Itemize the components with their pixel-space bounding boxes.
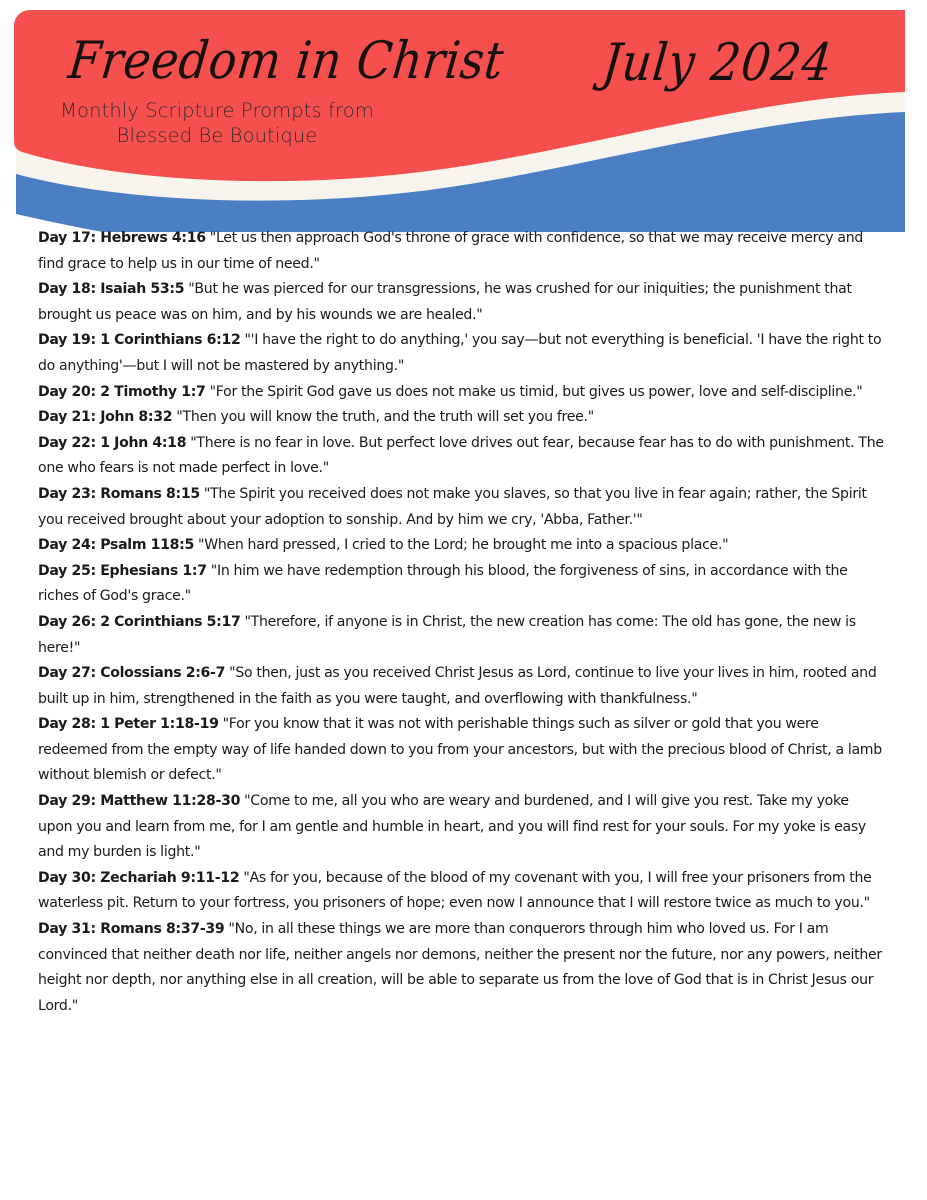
scripture-entry — [38, 380, 886, 406]
scripture-reference: Day 31: Romans 8:37-39 — [38, 921, 225, 938]
scripture-verse-text: "Come to me, all you who are weary and burdened, and I will give you rest. Take my yoke upon you and learn from me, for I am gentle and humble in heart, and you will find rest for your souls. For my yoke is easy and my burden is light." — [38, 793, 866, 861]
scripture-reference: Day 23: Romans 8:15 — [38, 485, 200, 502]
scripture-verse-text: "There is no fear in love. But perfect love drives out fear, because fear has to do with punishment. The one who fears is not made perfect in love." — [38, 434, 884, 477]
scripture-entry — [38, 559, 886, 610]
scripture-reference: Day 22: 1 John 4:18 — [38, 434, 187, 451]
scripture-reference: Day 20: 2 Timothy 1:7 — [38, 383, 206, 400]
scripture-verse-text: "But he was pierced for our transgressions, he was crushed for our iniquities; the punishment that brought us peace was on him, and by his wounds we are healed." — [38, 281, 852, 323]
scripture-reference: Day 28: 1 Peter 1:18-19 — [38, 716, 219, 733]
scripture-reference: Day 17: Hebrews 4:16 — [38, 230, 206, 246]
scripture-entry — [38, 533, 886, 559]
scripture-entry — [38, 610, 886, 661]
scripture-entry — [38, 482, 886, 533]
scripture-verse-text: "Then you will know the truth, and the truth will set you free." — [176, 409, 594, 426]
scripture-entry-list — [38, 226, 886, 1019]
scripture-reference: Day 27: Colossians 2:6-7 — [38, 665, 226, 682]
scripture-entry — [38, 226, 886, 277]
scripture-verse-text: "'I have the right to do anything,' you say—but not everything is beneficial. 'I have the right to do anything'—but I will not be mastered by anything." — [38, 332, 882, 374]
scripture-verse-text: "So then, just as you received Christ Jesus as Lord, continue to live your lives in him, rooted and built up in him, strengthened in the faith as you were taught, and overflowing with thankfulness." — [38, 665, 877, 707]
scripture-entry — [38, 431, 886, 482]
scripture-reference: Day 21: John 8:32 — [38, 409, 173, 426]
scripture-reference: Day 24: Psalm 118:5 — [38, 537, 194, 554]
scripture-verse-text: "The Spirit you received does not make you slaves, so that you live in fear again; rather, the Spirit you received brought about your adoption to sonship. And by him we cry, 'Abba, Father.'" — [38, 485, 867, 528]
scripture-entry — [38, 661, 886, 712]
issue-date: July 2024 — [599, 32, 835, 93]
scripture-reference: Day 25: Ephesians 1:7 — [38, 562, 207, 579]
scripture-reference: Day 26: 2 Corinthians 5:17 — [38, 613, 241, 630]
scripture-reference: Day 29: Matthew 11:28-30 — [38, 793, 241, 810]
scripture-reference: Day 30: Zechariah 9:11-12 — [38, 869, 240, 886]
scripture-verse-text: "In him we have redemption through his blood, the forgiveness of sins, in accordance with the riches of God's grace." — [38, 562, 848, 605]
header-banner — [0, 0, 927, 232]
scripture-entry — [38, 789, 886, 866]
scripture-entry — [38, 917, 886, 1019]
scripture-entry — [38, 866, 886, 917]
scripture-entry — [38, 277, 886, 328]
scripture-verse-text: "When hard pressed, I cried to the Lord; he brought me into a spacious place." — [198, 537, 729, 554]
scripture-reference: Day 19: 1 Corinthians 6:12 — [38, 332, 241, 349]
scripture-entry — [38, 405, 886, 431]
banner-subtitle-line-1: Monthly Scripture Prompts from — [60, 99, 374, 122]
publication-title: Freedom in Christ — [65, 30, 507, 91]
scripture-entry — [38, 328, 886, 379]
scripture-verse-text: "Let us then approach God's throne of grace with confidence, so that we may receive mercy and find grace to help us in our time of need." — [38, 230, 864, 272]
scripture-entry — [38, 712, 886, 789]
banner-wave-graphic — [0, 0, 927, 232]
scripture-verse-text: "For you know that it was not with perishable things such as silver or gold that you were redeemed from the empty way of life handed down to you from your ancestors, but with the precious blood of Christ, a lamb without blemish or defect." — [38, 716, 882, 784]
banner-subtitle-line-2: Blessed Be Boutique — [116, 124, 318, 147]
scripture-verse-text: "For the Spirit God gave us does not make us timid, but gives us power, love and self-discipline." — [209, 383, 863, 400]
scripture-reference: Day 18: Isaiah 53:5 — [38, 281, 185, 298]
scripture-verse-text: "Therefore, if anyone is in Christ, the new creation has come: The old has gone, the new is here!" — [38, 613, 856, 656]
scripture-verse-text: "No, in all these things we are more than conquerors through him who loved us. For I am convinced that neither death nor life, neither angels nor demons, neither the present nor the future, nor any powers, neither height nor depth, nor anything else in all creation, will be able to separate us from the love of God that is in Christ Jesus our Lord." — [38, 921, 882, 1014]
scripture-verse-text: "As for you, because of the blood of my covenant with you, I will free your prisoners from the waterless pit. Return to your fortress, you prisoners of hope; even now I announce that I will restore twice as much to you." — [38, 869, 872, 912]
